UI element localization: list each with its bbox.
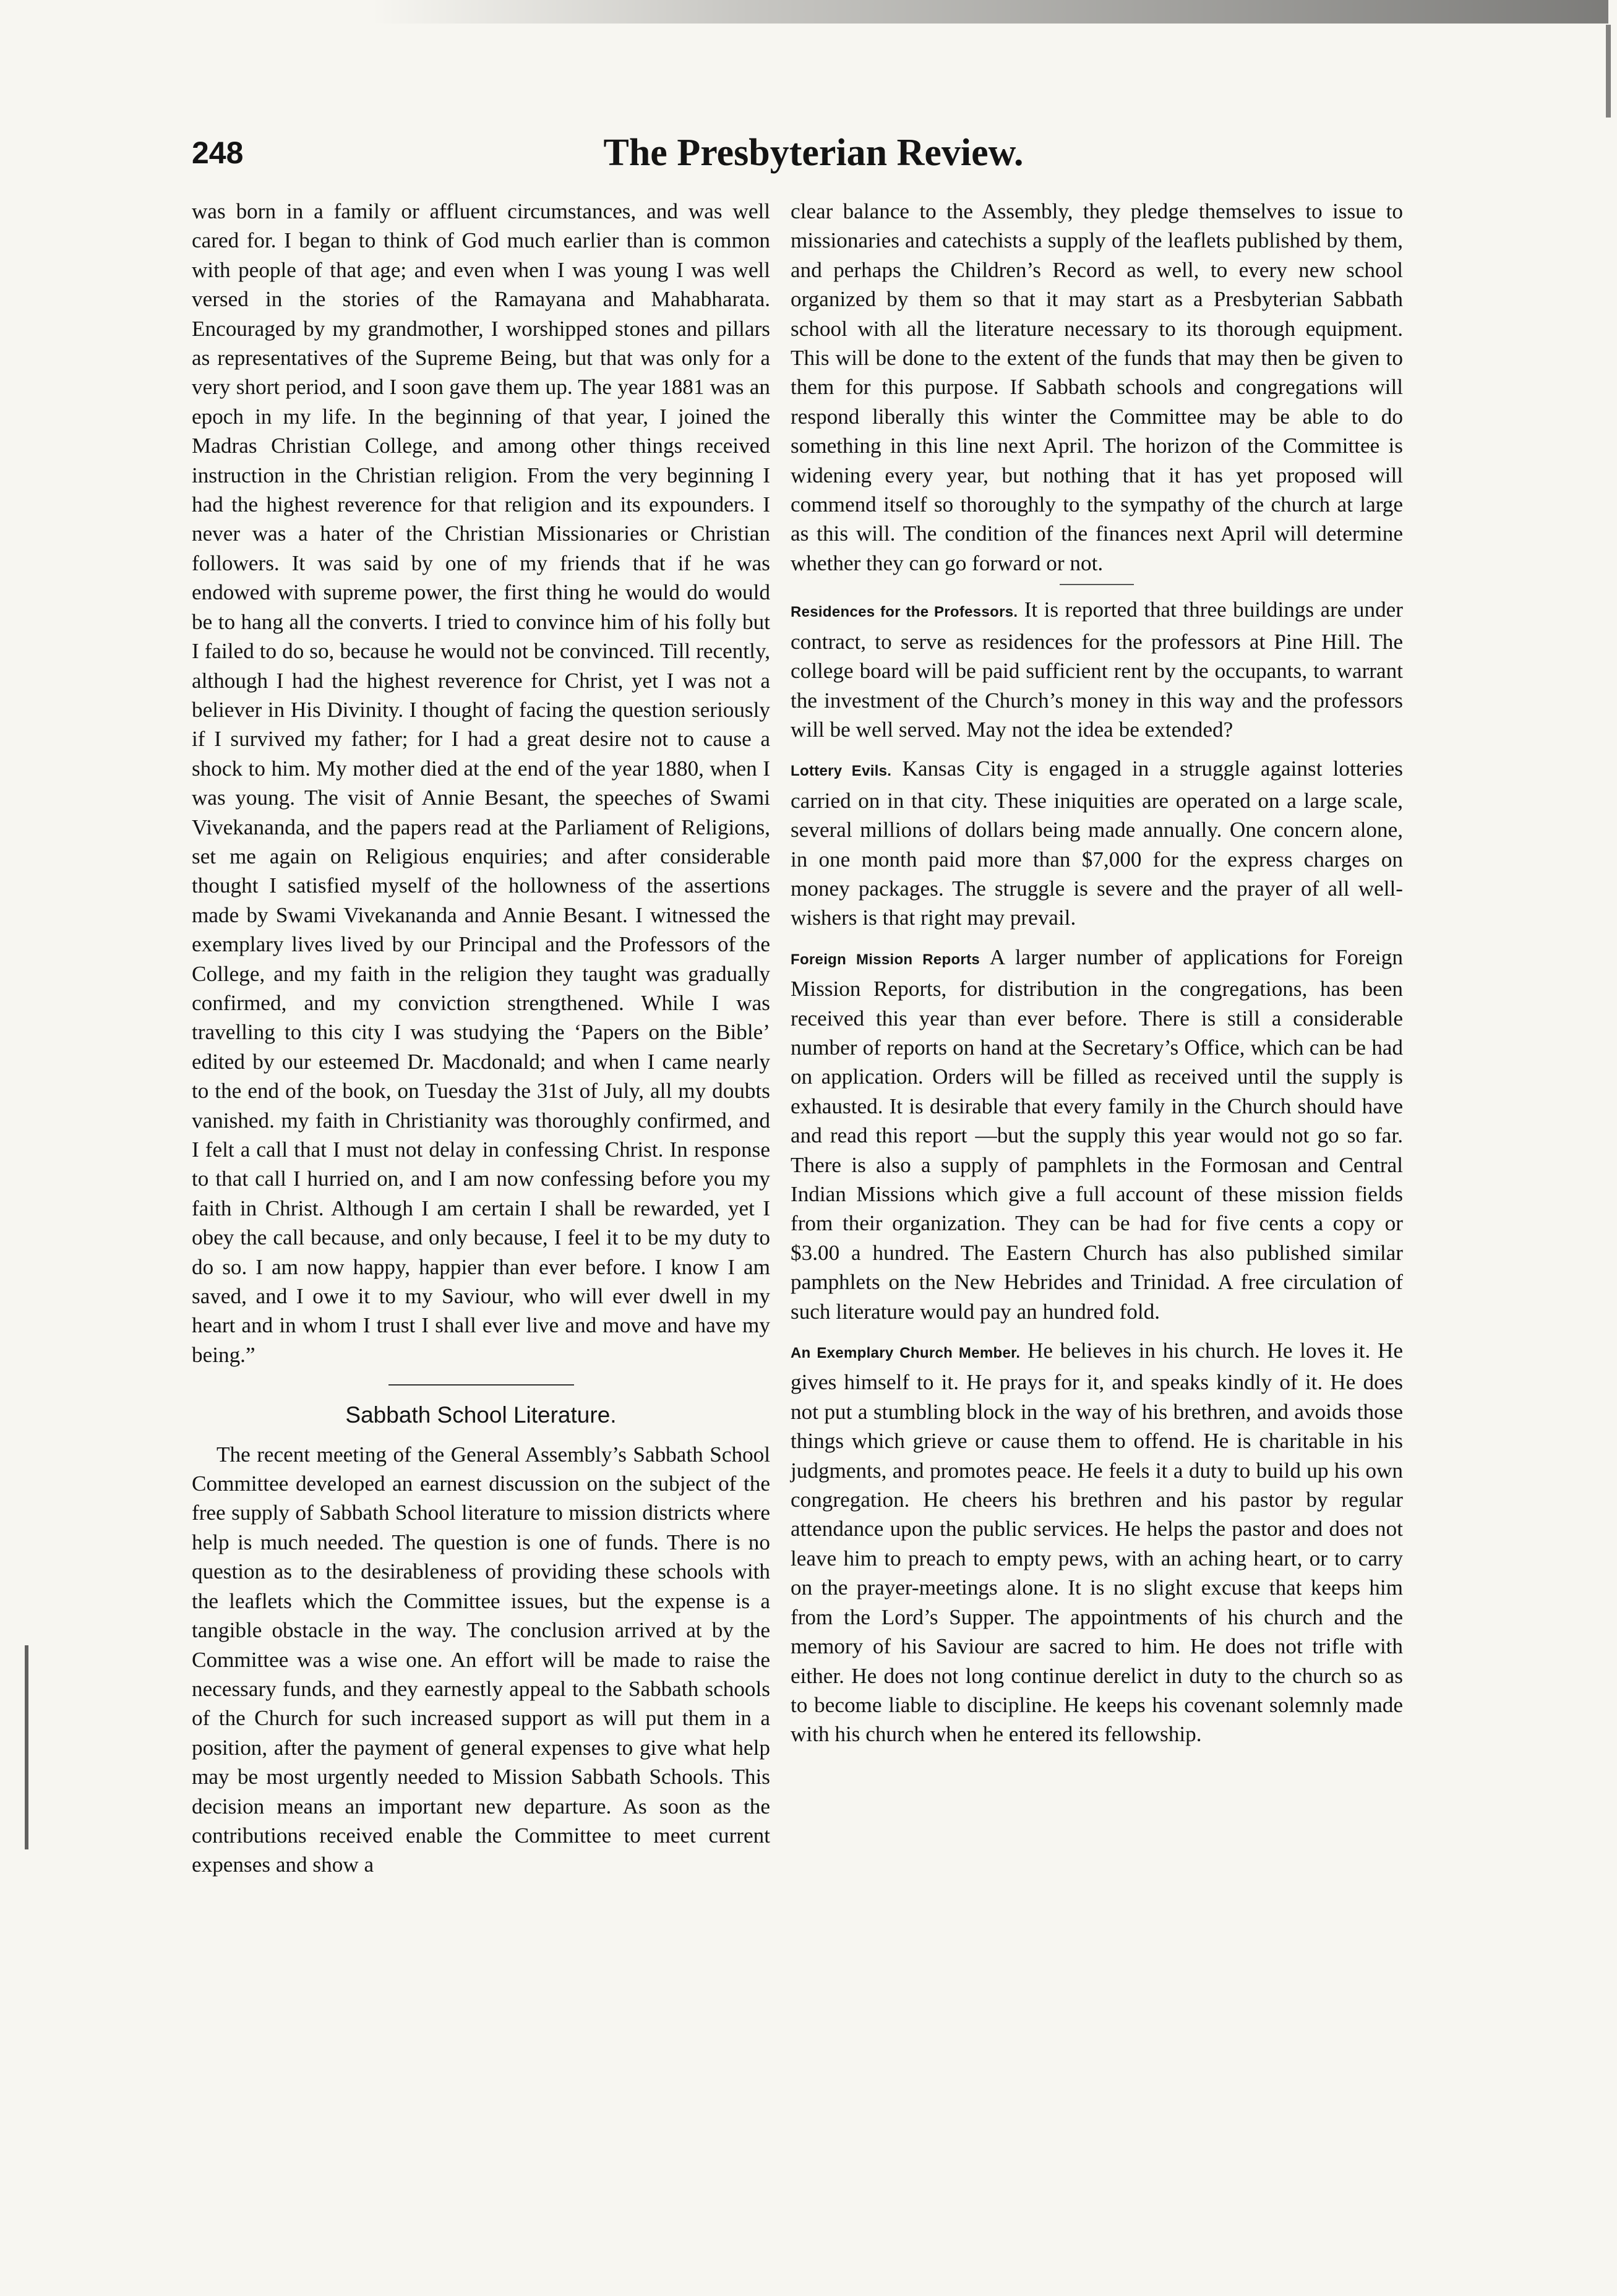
- running-title: The Presbyterian Review.: [603, 132, 1024, 174]
- short-divider: [1060, 584, 1134, 585]
- page-number: 248: [192, 135, 244, 170]
- news-item: [791, 595, 1403, 744]
- scan-edge-mark: [25, 1645, 28, 1849]
- scan-edge-mark: [1606, 25, 1611, 118]
- left-column: [192, 197, 770, 1880]
- side-heading: Residences for the Professors.: [791, 604, 1018, 621]
- news-item: [791, 1336, 1403, 1749]
- side-heading: Foreign Mission Reports: [791, 951, 980, 968]
- right-column: [791, 197, 1403, 1749]
- news-item: [791, 754, 1403, 932]
- scan-edge-smudge: [371, 0, 1608, 24]
- side-heading: An Exemplary Church Member.: [791, 1345, 1021, 1362]
- sabbath-paragraph-continued: clear balance to the Assembly, they pledge themselves to issue to missionaries and catechists a supply of the leaflets published by them, and perhaps the Children’s Record as well, to every new school organized by them so that it may start as a Presbyterian Sabbath school with all the literature necessary to its thorough equipment. This will be done to the extent of the funds that may then be given to them for this purpose. If Sabbath schools and congregations will respond liberally this winter the Committee may be able to do something in this line next April. The horizon of the Committee is widening every year, but nothing that it has yet proposed will commend itself so thoroughly to the sympathy of the church at large as this will. The condition of the finances next April will determine whether they can go forward or not.: [791, 199, 1403, 575]
- page-header: [192, 132, 1435, 191]
- item-text: He believes in his church. He loves it. He gives himself to it. He prays for it, and speaks kindly of it. He does not put a stumbling block in the way of his brethren, and avoids those things which grieve or cause them to offend. He is charitable in his judgments, and promotes peace. He feels it a duty to build up his own congregation. He cheers his brethren and his pastor by regular attendance upon the public services. He helps the pastor and does not leave him to preach to empty pews, with an aching heart, or to carry on the prayer-meetings alone. It is no slight excuse that keeps him from the Lord’s Supper. The appointments of his church and the memory of his Saviour are sacred to him. He does not trifle with either. He does not long continue derelict in duty to the church so as to become liable to discipline. He keeps his covenant solemnly made with his church when he entered its fellowship.: [791, 1339, 1404, 1747]
- confession-paragraph: was born in a family or affluent circumstances, and was well cared for. I began to think of God much earlier than is common with people of that age; and even when I was young I was well versed in the stories of the Ramayana and Mahabharata. Encouraged by my grandmother, I worshipped stones and pillars as representatives of the Supreme Being, but that was only for a very short period, and I soon gave them up. The year 1881 was an epoch in my life. In the beginning of that year, I joined the Madras Christian College, and among other things received instruction in the Christian religion. From the very beginning I had the highest reverence for that religion and its expounders. I never was a hater of the Christian Missionaries or Christian followers. It was said by one of my friends that if he was endowed with supreme power, the first thing he would do would be to hang all the converts. I tried to convince him of his folly but I failed to do so, because he would not be convinced. Till recently, although I had the highest reverence for Christ, yet I was not a believer in His Divinity. I thought of facing the question seriously if I survived my father; for I had a great desire not to cause a shock to him. My mother died at the end of the year 1880, when I was young. The visit of Annie Besant, the speeches of Swami Vivekananda, and the papers read at the Parliament of Religions, set me again on Religious enquiries; and after considerable thought I satisfied myself of the hollowness of the assertions made by Swami Vivekananda and Annie Besant. I witnessed the exemplary lives lived by our Principal and the Professors of the College, and my faith in the religion they taught was gradually confirmed, and my conviction strengthened. While I was travelling to this city I was studying the ‘Papers on the Bible’ edited by our esteemed Dr. Macdonald; and when I came nearly to the end of the book, on Tuesday the 31st of July, all my doubts vanished. my faith in Christianity was thoroughly confirmed, and I felt a call that I must not delay in confessing Christ. In response to that call I hurried on, and I am now confessing before you my faith in Christ. Although I am certain I shall be rewarded, yet I obey the call because, and only because, I feel it to be my duty to do so. I am now happy, happier than ever before. I know I am saved, and I owe it to my Saviour, who will ever dwell in my heart and in whom I trust I shall ever live and move and have my being.”: [192, 199, 770, 1367]
- item-text: Kansas City is engaged in a struggle against lotteries carried on in that city. These iniquities are operated on a large scale, several millions of dollars being made annually. One concern alone, in one month paid more than $7,000 for the express charges on money packages. The struggle is severe and the prayer of all well-wishers is that right may prevail.: [791, 756, 1403, 930]
- section-heading: Sabbath School Literature.: [345, 1402, 617, 1428]
- section-divider: [388, 1384, 574, 1386]
- news-item: [791, 943, 1403, 1326]
- item-text: A larger number of applications for Foreign Mission Reports, for distribution in the congregations, has been received this year than ever before. There is still a considerable number of reports on hand at the Secretary’s Office, which can be had on application. Orders will be filled as received until the supply is exhausted. It is desirable that every family in the Church should have and read this report —but the supply this year would not go so far. There is also a supply of pamphlets in the Formosan and Central Indian Missions which give a full account of these mission fields from their organization. They can be had for five cents a copy or $3.00 a hundred. The Eastern Church has also published similar pamphlets on the New Hebrides and Trinidad. A free circulation of such literature would pay an hundred fold.: [791, 945, 1403, 1324]
- sabbath-paragraph: The recent meeting of the General Assembly’s Sabbath School Committee developed an earnest discussion on the subject of the free supply of Sabbath School literature to mission districts where help is much needed. The question is one of funds. There is no question as to the desirableness of providing these schools with the leaflets which the Committee issues, but the expense is a tangible obstacle in the way. The conclusion arrived at by the Committee was a wise one. An effort will be made to raise the necessary funds, and they earnestly appeal to the Sabbath schools of the Church for such increased support as will put them in a position, after the payment of general expenses to give what help may be most urgently needed to Mission Sabbath Schools. This decision means an important new departure. As soon as the contributions received enable the Committee to meet current expenses and show a: [192, 1442, 770, 1877]
- item-text: It is reported that three buildings are under contract, to serve as residences for the professors at Pine Hill. The college board will be paid sufficient rent by the occupants, to warrant the investment of the Church’s money in this way and the professors will be well served. May not the idea be extended?: [791, 598, 1404, 742]
- side-heading: Lottery Evils.: [791, 763, 892, 780]
